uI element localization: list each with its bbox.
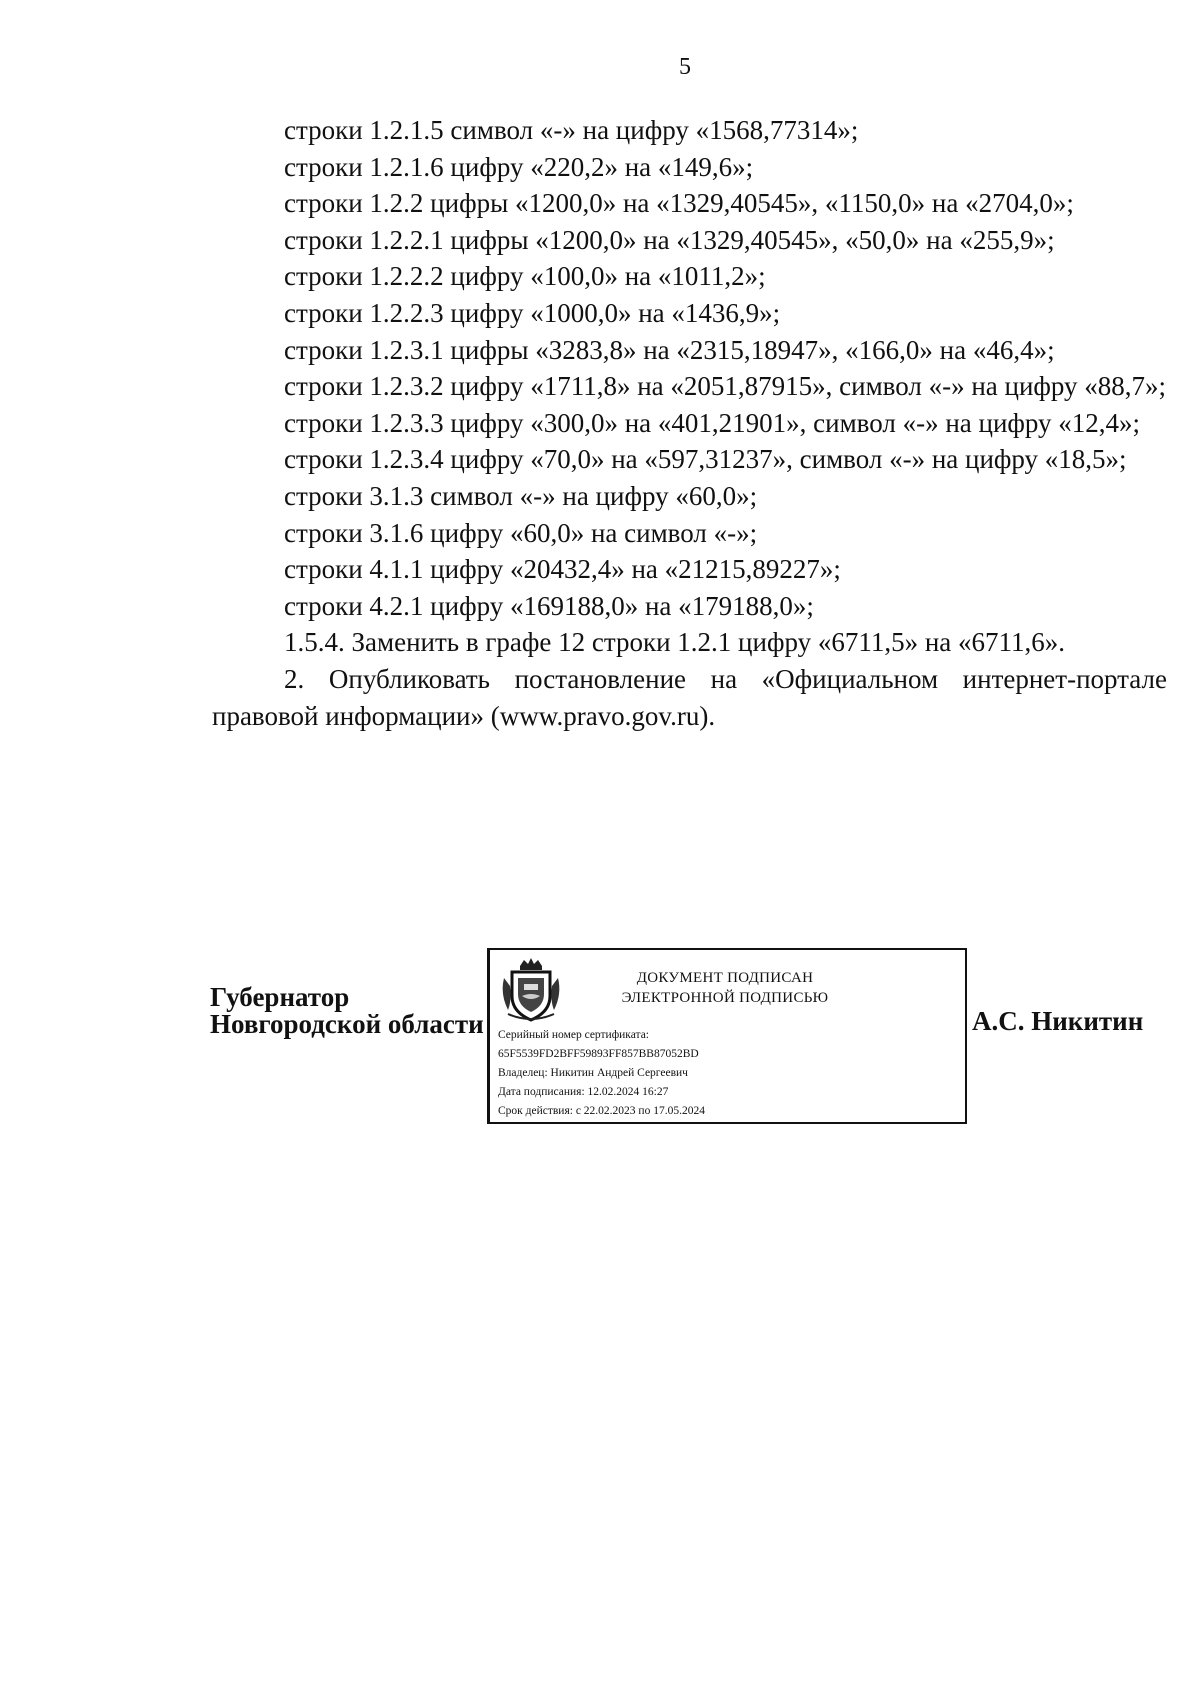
body-paragraph: строки 1.2.2.2 цифру «100,0» на «1011,2»;: [284, 261, 766, 292]
document-body: [212, 112, 1167, 734]
body-paragraph: строки 1.2.3.3 цифру «300,0» на «401,21901», символ «-» на цифру «12,4»;: [284, 407, 1141, 438]
page-number: 5: [679, 54, 691, 80]
body-paragraph: 2. Опубликовать постановление на «Официальном интернет-портале правовой информации» (www.pravo.gov.ru).: [212, 663, 1167, 731]
body-paragraph: строки 1.2.3.1 цифры «3283,8» на «2315,18947», «166,0» на «46,4»;: [284, 334, 1055, 365]
body-paragraph: строки 3.1.6 цифру «60,0» на символ «-»;: [284, 517, 758, 548]
stamp-header-line1: ДОКУМЕНТ ПОДПИСАН: [636, 970, 814, 986]
body-paragraph: строки 1.2.3.4 цифру «70,0» на «597,31237», символ «-» на цифру «18,5»;: [284, 444, 1127, 475]
body-paragraph: строки 1.2.3.2 цифру «1711,8» на «2051,87915», символ «-» на цифру «88,7»;: [284, 371, 1167, 402]
stamp-signed-date: Дата подписания: 12.02.2024 16:27: [498, 1086, 669, 1098]
signatory-position-line2: Новгородской области: [210, 1009, 484, 1039]
body-paragraph: строки 4.1.1 цифру «20432,4» на «21215,89227»;: [284, 554, 841, 585]
coat-of-arms-icon: [498, 956, 564, 1024]
stamp-header: [590, 968, 860, 1008]
stamp-details: [498, 1026, 705, 1121]
stamp-validity: Срок действия: с 22.02.2023 по 17.05.2024: [498, 1105, 705, 1117]
body-paragraph: 1.5.4. Заменить в графе 12 строки 1.2.1 цифру «6711,5» на «6711,6».: [284, 627, 1066, 658]
stamp-serial-label: Серийный номер сертификата:: [498, 1029, 649, 1041]
signatory-position: [210, 984, 484, 1038]
stamp-owner: Владелец: Никитин Андрей Сергеевич: [498, 1067, 688, 1079]
body-paragraph: строки 3.1.3 символ «-» на цифру «60,0»;: [284, 480, 758, 511]
body-paragraph: строки 1.2.1.6 цифру «220,2» на «149,6»;: [284, 151, 754, 182]
body-paragraph: строки 1.2.2 цифры «1200,0» на «1329,40545», «1150,0» на «2704,0»;: [284, 188, 1074, 219]
body-paragraph: строки 4.2.1 цифру «169188,0» на «179188,0»;: [284, 590, 814, 621]
body-paragraph: строки 1.2.2.1 цифры «1200,0» на «1329,40545», «50,0» на «255,9»;: [284, 224, 1055, 255]
signatory-position-line1: Губернатор: [210, 982, 350, 1012]
stamp-header-line2: ЭЛЕКТРОННОЙ ПОДПИСЬЮ: [621, 990, 829, 1006]
stamp-serial-value: 65F5539FD2BFF59893FF857BB87052BD: [498, 1048, 699, 1060]
body-paragraph: строки 1.2.2.3 цифру «1000,0» на «1436,9»;: [284, 297, 781, 328]
electronic-signature-stamp: [487, 948, 967, 1124]
signatory-name: А.С. Никитин: [972, 1006, 1144, 1036]
body-paragraph: строки 1.2.1.5 символ «-» на цифру «1568,77314»;: [284, 115, 859, 145]
